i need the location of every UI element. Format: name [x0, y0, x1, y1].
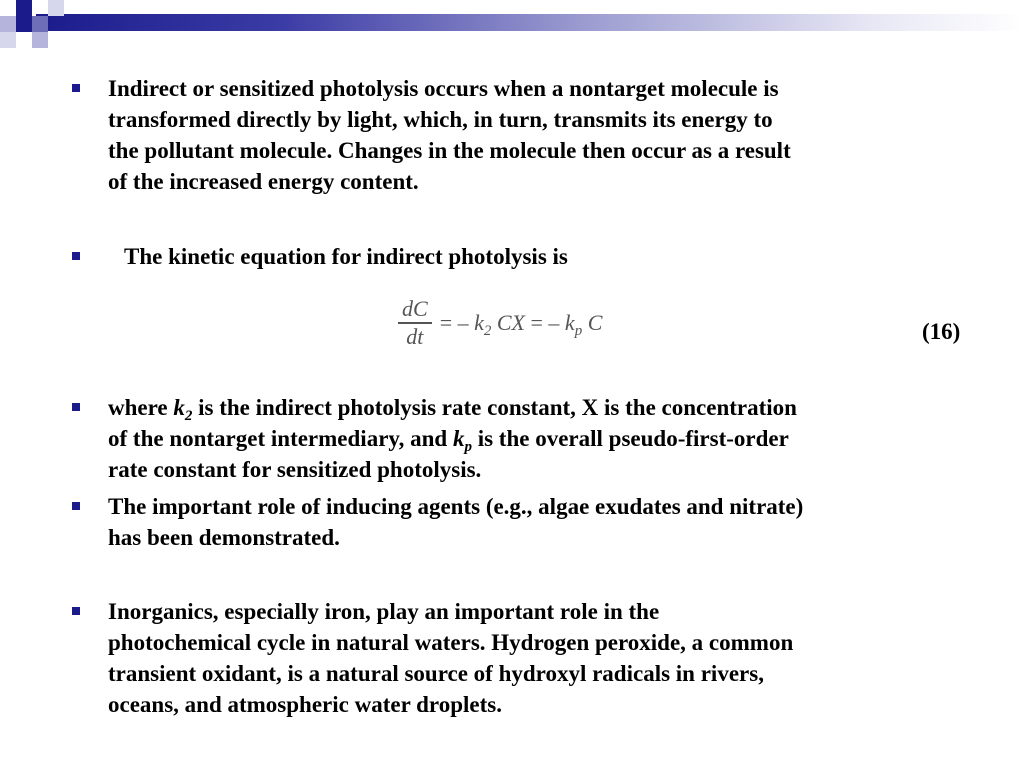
- bullet-marker: [72, 252, 80, 260]
- header-square-decoration: [32, 16, 48, 32]
- text-line: The kinetic equation for indirect photolysis is: [124, 244, 568, 269]
- header-square-decoration: [48, 0, 64, 16]
- text-line: Inorganics, especially iron, play an important role in the: [108, 599, 660, 624]
- derivative-fraction: [398, 296, 432, 350]
- text-line: of the nontarget intermediary, and $k_p$ is the overall pseudo-first-order: [108, 426, 789, 455]
- header-square-decoration: [0, 32, 16, 48]
- k-symbol: k: [173, 395, 185, 420]
- header-gradient-bar: [36, 14, 1024, 31]
- text-line: oceans, and atmospheric water droplets.: [108, 692, 502, 717]
- text-line: where $k_2$ is the indirect photolysis rate constant, X is the concentration: [108, 395, 797, 424]
- bullet-inducing-agents: [108, 491, 988, 553]
- header-square-decoration: [16, 16, 32, 32]
- rate-constant-kp: k: [564, 309, 575, 335]
- subscript-p: p: [574, 322, 583, 339]
- equation-rhs: [439, 309, 603, 339]
- header-square-decoration: [32, 32, 48, 48]
- text-line: transformed directly by light, which, in turn, transmits its energy to: [108, 107, 773, 132]
- text-line: transient oxidant, is a natural source of hydroxyl radicals in rivers,: [108, 661, 764, 686]
- header-square-decoration: [16, 0, 32, 16]
- equals-minus: = –: [525, 309, 565, 335]
- bullet-marker: [72, 607, 80, 615]
- equation-number: (16): [922, 319, 961, 344]
- text-line: the pollutant molecule. Changes in the molecule then occur as a result: [108, 138, 791, 163]
- equals-minus: = –: [439, 309, 475, 335]
- bullet-indirect-photolysis: [108, 73, 988, 197]
- text-line: of the increased energy content.: [108, 169, 419, 194]
- text-line: rate constant for sensitized photolysis.: [108, 457, 482, 482]
- c-term: C: [582, 309, 603, 335]
- header-square-decoration: [0, 16, 16, 32]
- k-symbol: k: [452, 426, 465, 451]
- rate-constant-k: k: [474, 309, 484, 335]
- cx-term: CX: [491, 309, 525, 335]
- numerator: dC: [402, 296, 428, 321]
- bullet-kinetic-equation: [124, 241, 1004, 272]
- denominator: dt: [406, 323, 424, 349]
- bullet-marker: [72, 403, 80, 411]
- k-subscript: p: [464, 439, 472, 455]
- bullet-where-definitions: [108, 392, 988, 485]
- text-line: Indirect or sensitized photolysis occurs when a nontarget molecule is: [108, 76, 779, 101]
- kinetic-equation: [398, 296, 602, 350]
- subscript-2: 2: [483, 322, 492, 339]
- bullet-marker: [72, 502, 80, 510]
- bullet-inorganics: [108, 596, 988, 720]
- bullet-marker: [72, 84, 80, 92]
- text-line: The important role of inducing agents (e.g., algae exudates and nitrate): [108, 494, 804, 519]
- text-line: photochemical cycle in natural waters. Hydrogen peroxide, a common: [108, 630, 794, 655]
- k-subscript: 2: [184, 408, 193, 424]
- text-line: has been demonstrated.: [108, 525, 340, 550]
